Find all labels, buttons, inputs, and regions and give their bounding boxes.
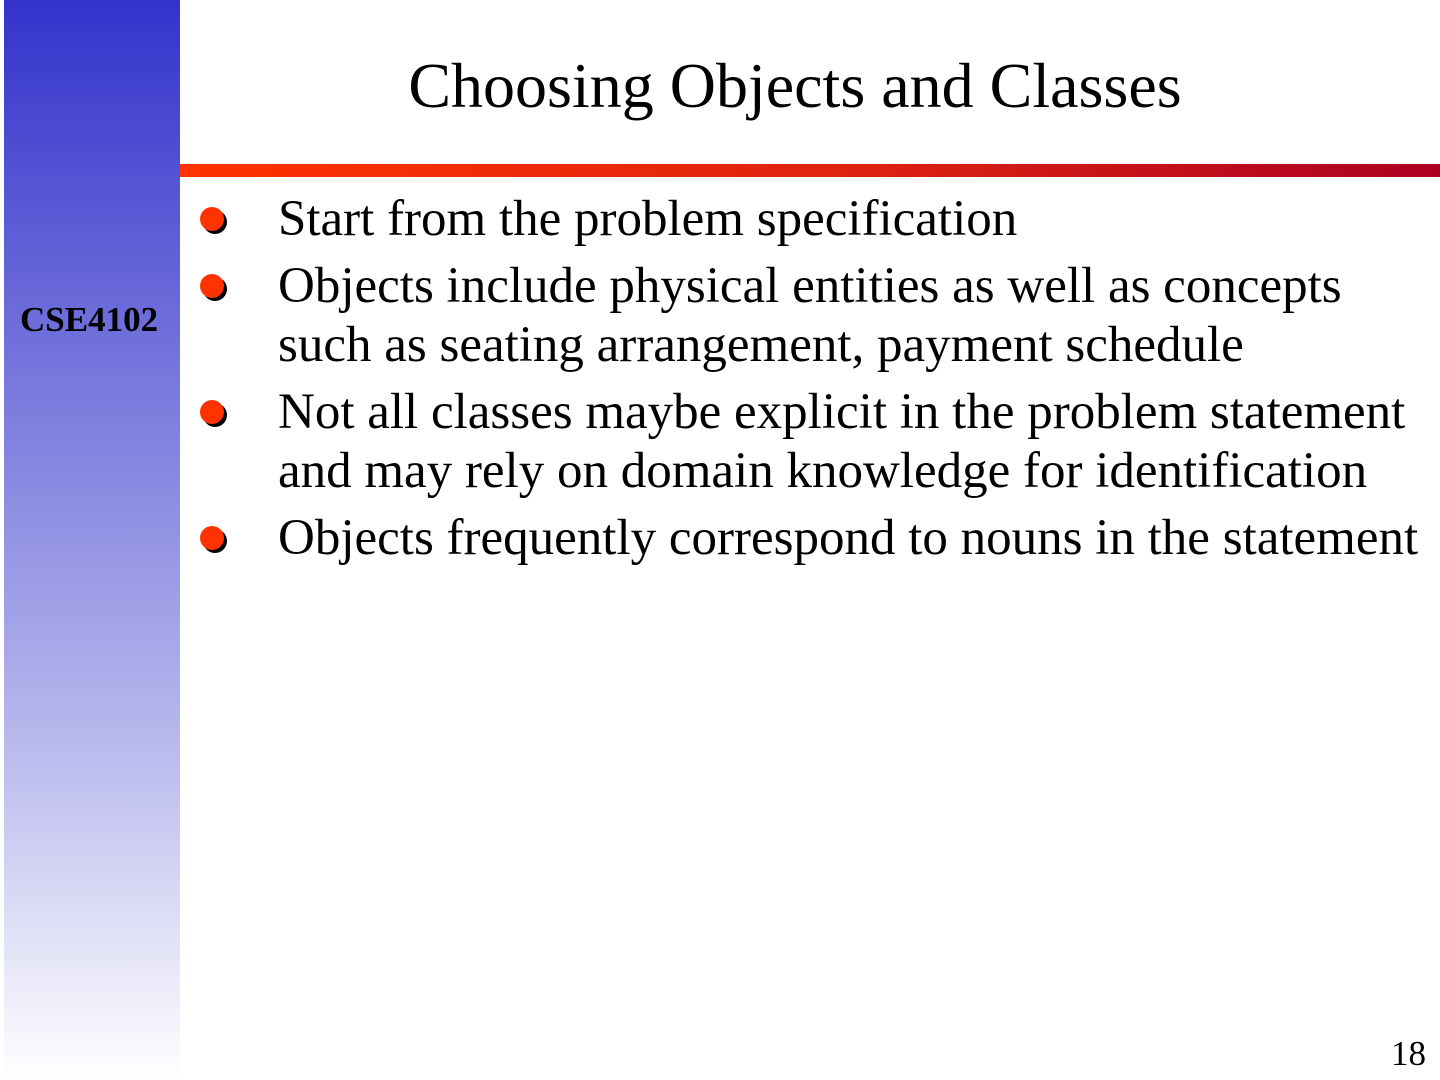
bullet-item	[196, 257, 1426, 375]
bullet-icon	[196, 521, 232, 557]
bullet-list	[196, 190, 1426, 576]
bullet-icon	[196, 269, 232, 305]
title-divider	[180, 164, 1440, 177]
bullet-text: Start from the problem specification	[278, 191, 1018, 247]
bullet-text: Not all classes maybe explicit in the problem statement and may rely on domain knowledge for identification	[278, 384, 1406, 499]
bullet-icon	[196, 202, 232, 238]
bullet-item	[196, 383, 1426, 501]
slide-title: Choosing Objects and Classes	[408, 50, 1182, 121]
page-number: 18	[1391, 1034, 1426, 1073]
sidebar-gradient	[4, 0, 180, 1080]
course-code: CSE4102	[20, 300, 159, 339]
bullet-item	[196, 509, 1426, 568]
bullet-text: Objects include physical entities as well as concepts such as seating arrangement, payment schedule	[278, 258, 1342, 373]
bullet-item	[196, 190, 1426, 249]
bullet-icon	[196, 395, 232, 431]
bullet-text: Objects frequently correspond to nouns in the statement	[278, 510, 1419, 566]
